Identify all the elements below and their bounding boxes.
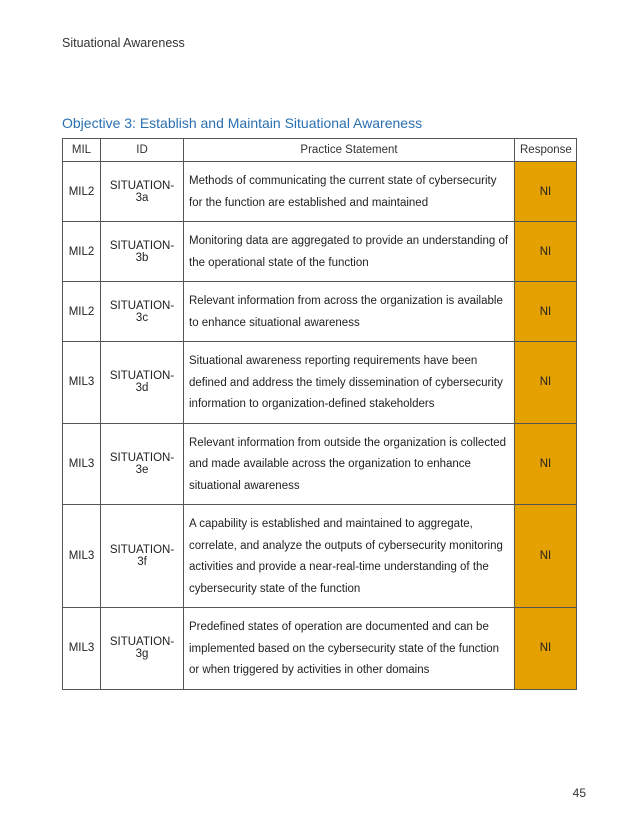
statement-cell: Relevant information from across the organization is available to enhance situational awareness	[184, 282, 515, 342]
column-header-practice-statement: Practice Statement	[184, 139, 515, 162]
response-cell: NI	[515, 342, 577, 424]
practice-table	[62, 138, 577, 690]
response-cell: NI	[515, 423, 577, 505]
table-row	[63, 222, 577, 282]
table-row	[63, 608, 577, 690]
statement-cell: Predefined states of operation are documented and can be implemented based on the cybersecurity state of the function or when triggered by activities in other domains	[184, 608, 515, 690]
id-cell: SITUATION-3b	[101, 222, 184, 282]
column-header-response: Response	[515, 139, 577, 162]
id-cell: SITUATION-3e	[101, 423, 184, 505]
response-cell: NI	[515, 282, 577, 342]
response-cell: NI	[515, 505, 577, 608]
table-row	[63, 423, 577, 505]
id-cell: SITUATION-3f	[101, 505, 184, 608]
response-cell: NI	[515, 222, 577, 282]
response-cell: NI	[515, 162, 577, 222]
objective-title: Objective 3: Establish and Maintain Situational Awareness	[62, 115, 423, 131]
response-cell: NI	[515, 608, 577, 690]
mil-cell: MIL3	[63, 342, 101, 424]
mil-cell: MIL3	[63, 505, 101, 608]
id-cell: SITUATION-3d	[101, 342, 184, 424]
column-header-mil: MIL	[63, 139, 101, 162]
running-header: Situational Awareness	[62, 36, 185, 50]
id-cell: SITUATION-3c	[101, 282, 184, 342]
table-row	[63, 162, 577, 222]
statement-cell: Relevant information from outside the organization is collected and made available across the organization to enhance situational awareness	[184, 423, 515, 505]
id-cell: SITUATION-3g	[101, 608, 184, 690]
statement-cell: Methods of communicating the current state of cybersecurity for the function are established and maintained	[184, 162, 515, 222]
statement-cell: Monitoring data are aggregated to provide an understanding of the operational state of the function	[184, 222, 515, 282]
mil-cell: MIL2	[63, 282, 101, 342]
id-cell: SITUATION-3a	[101, 162, 184, 222]
page-number: 45	[572, 786, 586, 800]
mil-cell: MIL3	[63, 608, 101, 690]
table-row	[63, 342, 577, 424]
table-row	[63, 282, 577, 342]
mil-cell: MIL3	[63, 423, 101, 505]
table-header-row	[63, 139, 577, 162]
mil-cell: MIL2	[63, 222, 101, 282]
statement-cell: A capability is established and maintained to aggregate, correlate, and analyze the outputs of cybersecurity monitoring activities and provide a near-real-time understanding of the cybersecurity state of the function	[184, 505, 515, 608]
mil-cell: MIL2	[63, 162, 101, 222]
statement-cell: Situational awareness reporting requirements have been defined and address the timely dissemination of cybersecurity information to organization-defined stakeholders	[184, 342, 515, 424]
column-header-id: ID	[101, 139, 184, 162]
table-row	[63, 505, 577, 608]
